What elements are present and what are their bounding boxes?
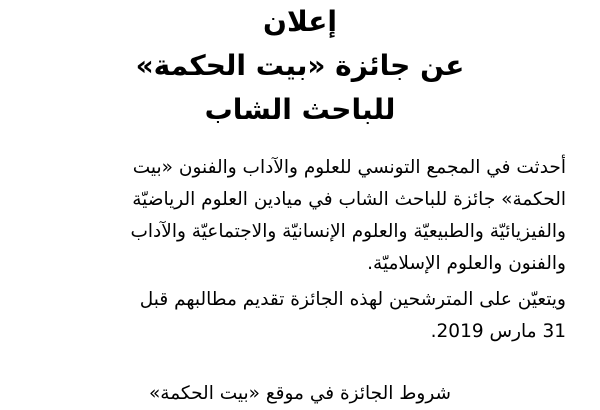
conditions-footer-text: شروط الجائزة في موقع «بيت الحكمة» [148, 383, 452, 404]
title-line-prize-name: عن جائزة «بيت الحكمة» [135, 49, 465, 82]
title-line-young-researcher: للباحث الشاب [204, 93, 396, 126]
paragraph-prize-description [30, 152, 566, 280]
deadline-date-line: 31 مارس 2019. [430, 321, 566, 342]
title-line-announcement: إعلان [263, 5, 337, 38]
announcement-title [0, 0, 600, 132]
paragraph-line: الحكمة» جائزة للباحث الشاب في ميادين العلوم الرياضيّة [132, 189, 566, 210]
paragraph-deadline [30, 284, 566, 348]
paragraph-line: أحدثت في المجمع التونسي للعلوم والآداب والفنون «بيت [132, 157, 566, 178]
announcement-body [30, 152, 566, 348]
paragraph-line: والفيزيائيّة والطبيعيّة والعلوم الإنسانيّة والاجتماعيّة والآداب [130, 221, 566, 242]
paragraph-line: والفنون والعلوم الإسلاميّة. [367, 253, 566, 274]
paragraph-line: ويتعيّن على المترشحين لهذه الجائزة تقديم مطالبهم قبل [139, 289, 566, 310]
